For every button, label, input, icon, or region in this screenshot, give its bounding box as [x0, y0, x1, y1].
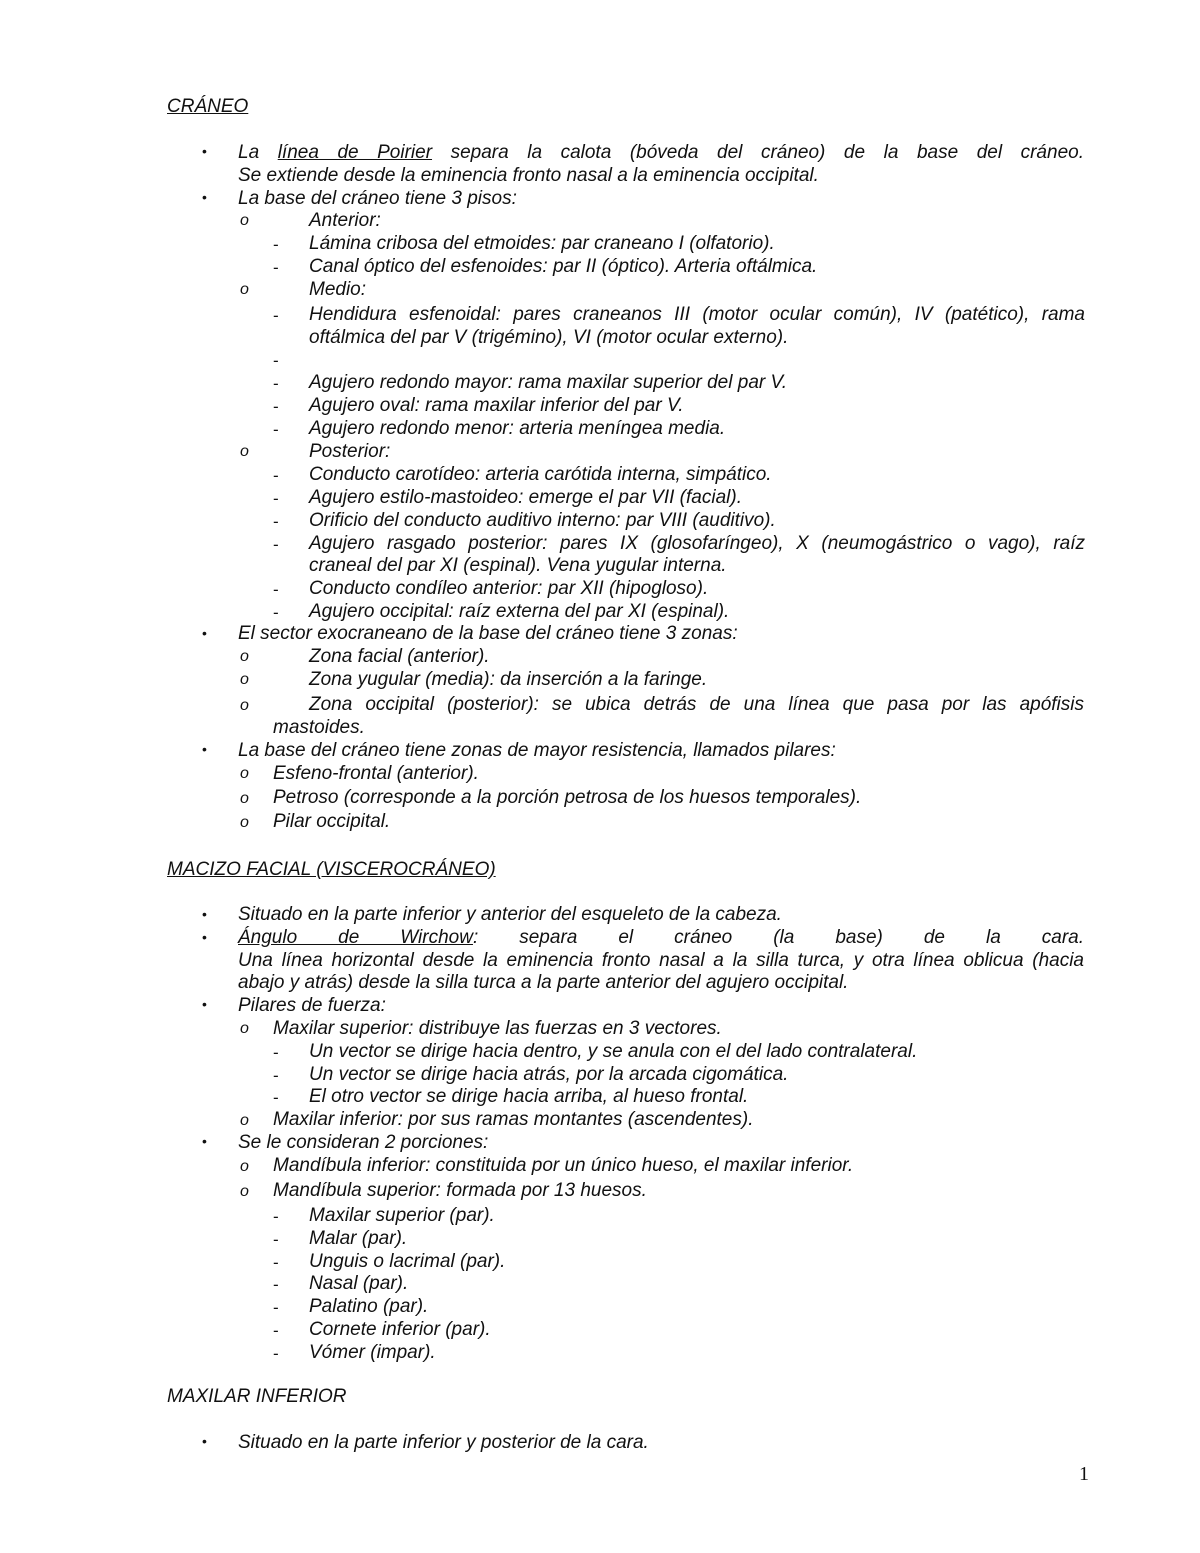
section-title-macizo-facial: MACIZO FACIAL (VISCEROCRÁNEO) — [167, 859, 496, 880]
circle-marker: o — [240, 443, 249, 460]
dash-marker: - — [273, 258, 279, 277]
dash-marker: - — [273, 1043, 279, 1062]
macizo-bullet-2-cont: Una línea horizontal desde la eminencia fronto nasal a la silla turca, y otra línea oblicua (hacia — [238, 950, 1084, 971]
dash-marker: - — [273, 580, 279, 599]
circle-marker: o — [240, 765, 249, 782]
hueso-item: Unguis o lacrimal (par). — [309, 1251, 506, 1272]
dash-marker: - — [273, 603, 279, 622]
craneo-bullet-4: La base del cráneo tiene zonas de mayor resistencia, llamados pilares: — [238, 740, 836, 761]
anterior-item: Lámina cribosa del etmoides: par craneano I (olfatorio). — [309, 233, 775, 254]
zona-item-cont: mastoides. — [273, 717, 365, 738]
hueso-item: Cornete inferior (par). — [309, 1319, 491, 1340]
medio-item: Agujero redondo menor: arteria meníngea media. — [309, 418, 726, 439]
hueso-item: Maxilar superior (par). — [309, 1205, 495, 1226]
circle-marker: o — [240, 1112, 249, 1129]
circle-marker: o — [240, 281, 249, 298]
circle-marker: o — [240, 1183, 249, 1200]
craneo-bullet-1: La línea de Poirier separa la calota (bóveda del cráneo) de la base del cráneo. — [238, 142, 1084, 163]
porcion-item: Mandíbula superior: formada por 13 huesos. — [273, 1180, 647, 1201]
pilar-item: Petroso (corresponde a la porción petrosa de los huesos temporales). — [273, 787, 862, 808]
macizo-bullet-2: Ángulo de Wirchow: separa el cráneo (la base) de la cara. — [238, 927, 1084, 948]
dash-marker: - — [273, 1344, 279, 1363]
zona-item: Zona occipital (posterior): se ubica detrás de una línea que pasa por las apófisis — [309, 694, 1084, 715]
porcion-item: Mandíbula inferior: constituida por un único hueso, el maxilar inferior. — [273, 1155, 854, 1176]
posterior-item: Agujero occipital: raíz externa del par XI (espinal). — [309, 601, 730, 622]
posterior-item: Conducto carotídeo: arteria carótida interna, simpático. — [309, 464, 772, 485]
bullet-marker: • — [202, 143, 207, 159]
dash-marker: - — [273, 489, 279, 508]
dash-marker: - — [273, 397, 279, 416]
pilar-fuerza-item: Maxilar superior: distribuye las fuerzas en 3 vectores. — [273, 1018, 722, 1039]
macizo-bullet-4: Se le consideran 2 porciones: — [238, 1132, 489, 1153]
circle-marker: o — [240, 1158, 249, 1175]
piso-medio: Medio: — [309, 279, 367, 300]
bullet-marker: • — [202, 996, 207, 1012]
macizo-bullet-3: Pilares de fuerza: — [238, 995, 386, 1016]
macizo-bullet-2-cont: abajo y atrás) desde la silla turca a la parte anterior del agujero occipital. — [238, 972, 849, 993]
dash-marker: - — [273, 1207, 279, 1226]
posterior-item: Agujero rasgado posterior: pares IX (glosofaríngeo), X (neumogástrico o vago), raíz — [309, 533, 1085, 554]
maxilar-bullet-1: Situado en la parte inferior y posterior de la cara. — [238, 1432, 649, 1453]
dash-marker: - — [273, 1066, 279, 1085]
bullet-marker: • — [202, 625, 207, 641]
vector-item: El otro vector se dirige hacia arriba, al hueso frontal. — [309, 1086, 749, 1107]
bullet-marker: • — [202, 189, 207, 205]
dash-marker: - — [273, 351, 279, 370]
circle-marker: o — [240, 648, 249, 665]
craneo-bullet-1-cont: Se extiende desde la eminencia fronto nasal a la eminencia occipital. — [238, 165, 819, 186]
bullet-marker: • — [202, 1433, 207, 1449]
vector-item: Un vector se dirige hacia atrás, por la arcada cigomática. — [309, 1064, 789, 1085]
bullet-marker: • — [202, 929, 207, 945]
bullet-marker: • — [202, 741, 207, 757]
dash-marker: - — [273, 1298, 279, 1317]
wirchow-term: Ángulo de Wirchow — [238, 927, 473, 948]
pilar-item: Esfeno-frontal (anterior). — [273, 763, 479, 784]
vector-item: Un vector se dirige hacia dentro, y se anula con el del lado contralateral. — [309, 1041, 918, 1062]
dash-marker: - — [273, 1088, 279, 1107]
posterior-item: Orificio del conducto auditivo interno: par VIII (auditivo). — [309, 510, 776, 531]
circle-marker: o — [240, 814, 249, 831]
hueso-item: Palatino (par). — [309, 1296, 429, 1317]
dash-marker: - — [273, 1275, 279, 1294]
dash-marker: - — [273, 1230, 279, 1249]
section-title-craneo: CRÁNEO — [167, 96, 249, 117]
dash-marker: - — [273, 374, 279, 393]
page-number: 1 — [1079, 1463, 1089, 1485]
dash-marker: - — [273, 466, 279, 485]
circle-marker: o — [240, 1020, 249, 1037]
craneo-bullet-3: El sector exocraneano de la base del cráneo tiene 3 zonas: — [238, 623, 738, 644]
posterior-item: Agujero estilo-mastoideo: emerge el par VII (facial). — [309, 487, 742, 508]
macizo-bullet-1: Situado en la parte inferior y anterior del esqueleto de la cabeza. — [238, 904, 782, 925]
poirier-term: línea de Poirier — [277, 142, 433, 163]
bullet-marker: • — [202, 1133, 207, 1149]
hueso-item: Vómer (impar). — [309, 1342, 436, 1363]
circle-marker: o — [240, 671, 249, 688]
zona-item: Zona facial (anterior). — [309, 646, 490, 667]
piso-anterior: Anterior: — [309, 210, 381, 231]
anterior-item: Canal óptico del esfenoides: par II (óptico). Arteria oftálmica. — [309, 256, 818, 277]
circle-marker: o — [240, 790, 249, 807]
piso-posterior: Posterior: — [309, 441, 391, 462]
medio-item-cont: oftálmica del par V (trigémino), VI (motor ocular externo). — [309, 327, 789, 348]
zona-item: Zona yugular (media): da inserción a la faringe. — [309, 669, 708, 690]
craneo-bullet-2: La base del cráneo tiene 3 pisos: — [238, 188, 517, 209]
posterior-item: Conducto condíleo anterior: par XII (hipogloso). — [309, 578, 709, 599]
dash-marker: - — [273, 1321, 279, 1340]
pilar-item: Pilar occipital. — [273, 811, 391, 832]
medio-item: Hendidura esfenoidal: pares craneanos III (motor ocular común), IV (patético), rama — [309, 304, 1085, 325]
dash-marker: - — [273, 535, 279, 554]
pilar-fuerza-item: Maxilar inferior: por sus ramas montantes (ascendentes). — [273, 1109, 754, 1130]
circle-marker: o — [240, 212, 249, 229]
dash-marker: - — [273, 420, 279, 439]
dash-marker: - — [273, 512, 279, 531]
medio-item: Agujero redondo mayor: rama maxilar superior del par V. — [309, 372, 788, 393]
dash-marker: - — [273, 306, 279, 325]
medio-item: Agujero oval: rama maxilar inferior del par V. — [309, 395, 684, 416]
dash-marker: - — [273, 1253, 279, 1272]
posterior-item-cont: craneal del par XI (espinal). Vena yugular interna. — [309, 555, 727, 576]
bullet-marker: • — [202, 906, 207, 922]
dash-marker: - — [273, 235, 279, 254]
hueso-item: Nasal (par). — [309, 1273, 409, 1294]
hueso-item: Malar (par). — [309, 1228, 408, 1249]
section-title-maxilar-inferior: MAXILAR INFERIOR — [167, 1386, 347, 1407]
circle-marker: o — [240, 697, 249, 714]
